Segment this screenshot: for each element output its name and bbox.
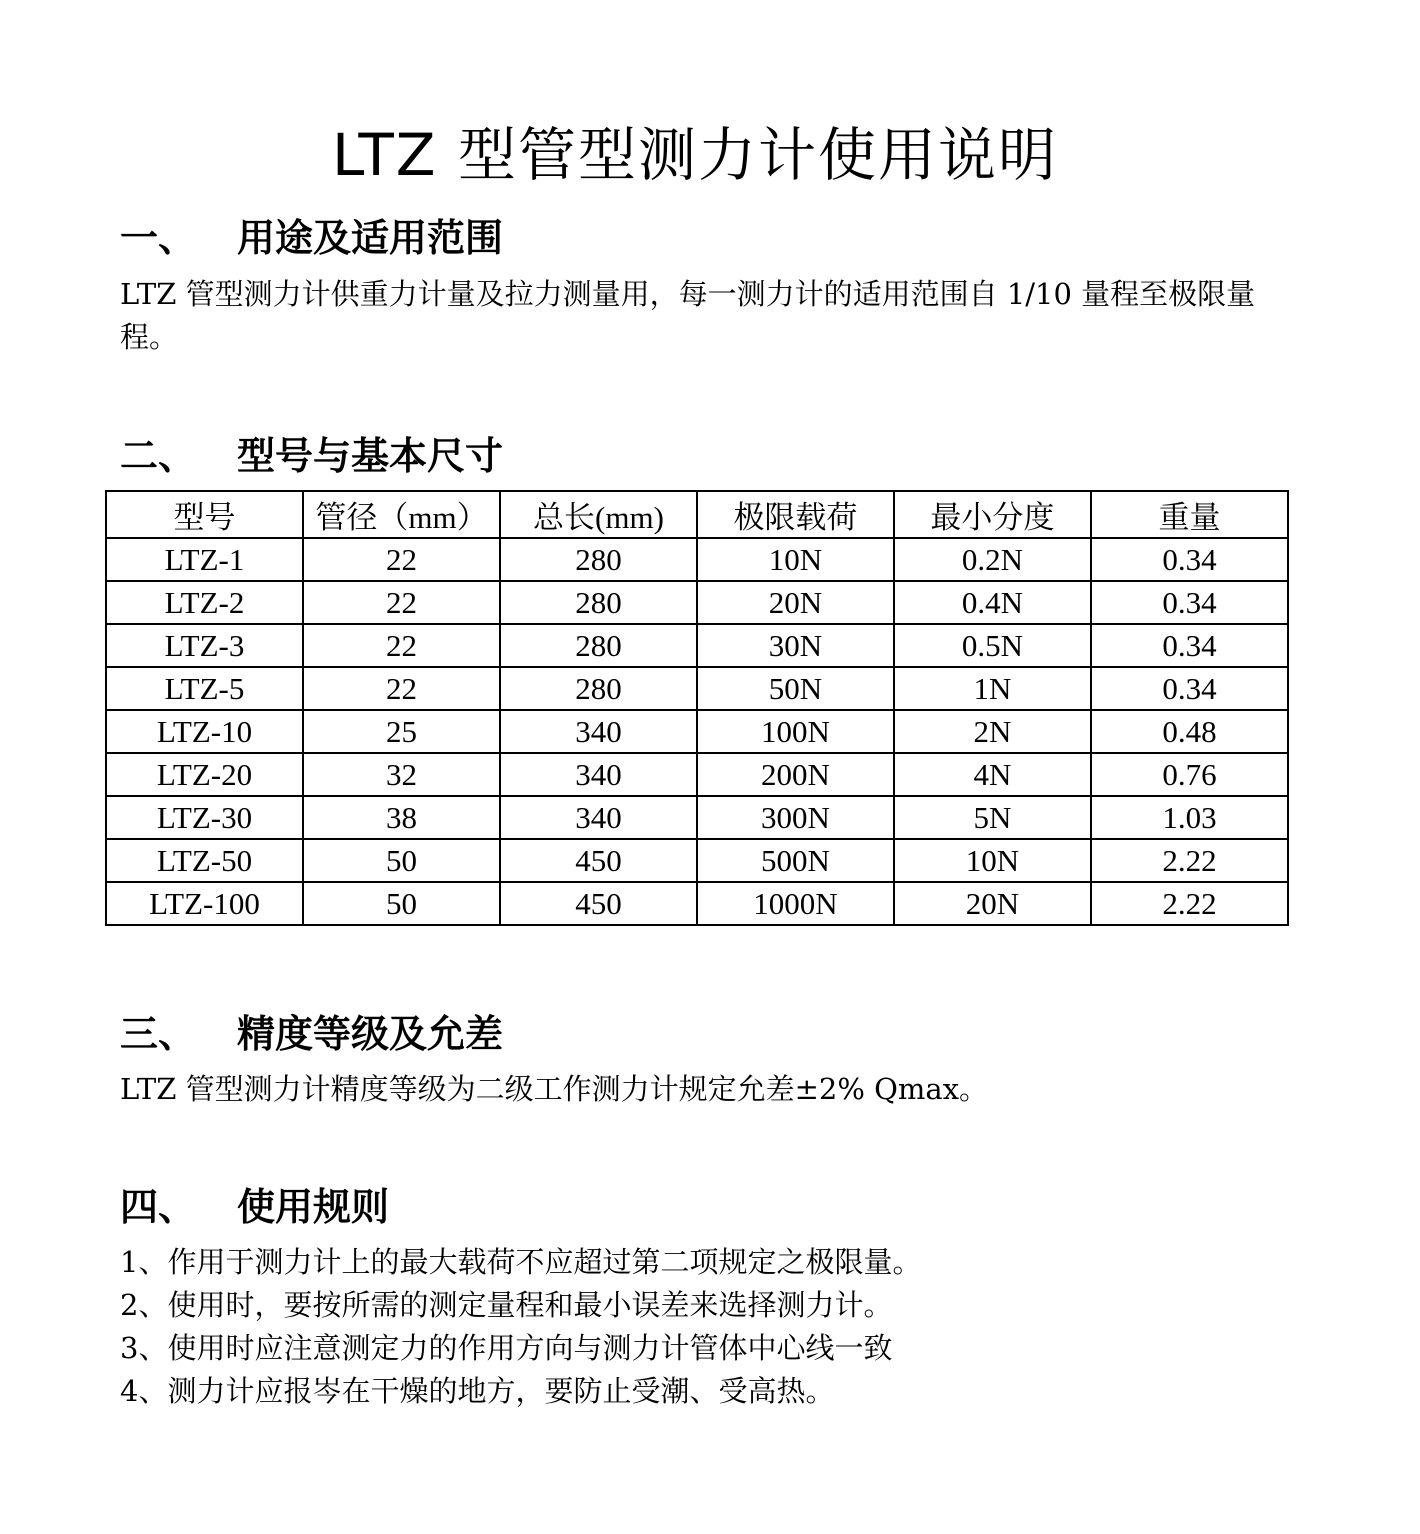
table-header-row (106, 491, 1288, 538)
table-row (106, 839, 1288, 882)
table-cell: 280 (500, 581, 697, 624)
table-cell: 340 (500, 796, 697, 839)
table-cell: 280 (500, 538, 697, 581)
table-cell: 2.22 (1091, 839, 1288, 882)
table-cell: 340 (500, 710, 697, 753)
section-title: 精度等级及允差 (237, 1012, 504, 1056)
table-cell: 25 (303, 710, 500, 753)
table-cell: 340 (500, 753, 697, 796)
table-cell: 22 (303, 667, 500, 710)
table-row (106, 882, 1288, 925)
section-number: 三、 (120, 1012, 197, 1056)
section-number: 一、 (120, 216, 197, 260)
section-number: 二、 (120, 434, 197, 478)
section-heading-4 (120, 1176, 389, 1231)
table-cell: 10N (697, 538, 894, 581)
table-cell: 450 (500, 839, 697, 882)
column-header: 管径（mm） (303, 491, 500, 538)
column-header: 重量 (1091, 491, 1288, 538)
table-cell: 5N (894, 796, 1091, 839)
table-cell: 500N (697, 839, 894, 882)
table-row (106, 538, 1288, 581)
table-cell: LTZ-3 (106, 624, 303, 667)
table-cell: 0.34 (1091, 538, 1288, 581)
table-cell: 0.5N (894, 624, 1091, 667)
table-cell: 2.22 (1091, 882, 1288, 925)
section-title: 用途及适用范围 (237, 216, 504, 260)
table-cell: 0.48 (1091, 710, 1288, 753)
table-cell: 0.2N (894, 538, 1091, 581)
table-cell: 22 (303, 624, 500, 667)
list-item: 1、作用于测力计上的最大载荷不应超过第二项规定之极限量。 (120, 1245, 922, 1279)
table-cell: LTZ-1 (106, 538, 303, 581)
table-cell: 450 (500, 882, 697, 925)
table-cell: LTZ-10 (106, 710, 303, 753)
column-header: 极限载荷 (697, 491, 894, 538)
table-cell: 50 (303, 839, 500, 882)
section-title: 使用规则 (237, 1185, 390, 1229)
table-cell: 20N (697, 581, 894, 624)
table-cell: 50N (697, 667, 894, 710)
column-header: 最小分度 (894, 491, 1091, 538)
table-cell: 0.4N (894, 581, 1091, 624)
table-cell: LTZ-100 (106, 882, 303, 925)
column-header: 型号 (106, 491, 303, 538)
table-cell: 2N (894, 710, 1091, 753)
section-title: 型号与基本尺寸 (237, 434, 504, 478)
table-cell: 300N (697, 796, 894, 839)
table-row (106, 667, 1288, 710)
table-row (106, 710, 1288, 753)
list-item: 3、使用时应注意测定力的作用方向与测力计管体中心线一致 (120, 1331, 893, 1365)
table-cell: LTZ-20 (106, 753, 303, 796)
table-cell: 100N (697, 710, 894, 753)
section-3-text: LTZ 管型测力计精度等级为二级工作测力计规定允差±2% Qmax。 (120, 1072, 989, 1106)
section-1-text: LTZ 管型测力计供重力计量及拉力测量用，每一测力计的适用范围自 1/10 量程至极限量程。 (120, 277, 1256, 354)
table-row (106, 624, 1288, 667)
table-cell: 280 (500, 624, 697, 667)
table-cell: 32 (303, 753, 500, 796)
table-cell: LTZ-30 (106, 796, 303, 839)
table-cell: LTZ-5 (106, 667, 303, 710)
table-cell: 0.34 (1091, 581, 1288, 624)
table-cell: 22 (303, 538, 500, 581)
table-cell: 38 (303, 796, 500, 839)
table-cell: 20N (894, 882, 1091, 925)
table-cell: 0.34 (1091, 624, 1288, 667)
table-cell: 1N (894, 667, 1091, 710)
table-cell: 4N (894, 753, 1091, 796)
table-cell: 1000N (697, 882, 894, 925)
section-heading-1 (120, 207, 503, 262)
section-heading-3 (120, 1003, 503, 1058)
section-heading-2 (120, 425, 503, 480)
usage-rules-list (120, 1241, 1290, 1413)
table-row (106, 581, 1288, 624)
table-cell: 280 (500, 667, 697, 710)
section-number: 四、 (120, 1185, 197, 1229)
column-header: 总长(mm) (500, 491, 697, 538)
table-cell: 1.03 (1091, 796, 1288, 839)
table-cell: 50 (303, 882, 500, 925)
list-item: 4、测力计应报岑在干燥的地方，要防止受潮、受高热。 (120, 1374, 835, 1408)
page-title: LTZ 型管型测力计使用说明 (332, 121, 1058, 189)
table-row (106, 753, 1288, 796)
table-cell: LTZ-50 (106, 839, 303, 882)
table-cell: 10N (894, 839, 1091, 882)
table-cell: 30N (697, 624, 894, 667)
table-cell: LTZ-2 (106, 581, 303, 624)
spec-table (105, 490, 1289, 926)
list-item: 2、使用时，要按所需的测定量程和最小误差来选择测力计。 (120, 1288, 893, 1322)
table-cell: 22 (303, 581, 500, 624)
table-cell: 200N (697, 753, 894, 796)
table-row (106, 796, 1288, 839)
table-cell: 0.76 (1091, 753, 1288, 796)
table-cell: 0.34 (1091, 667, 1288, 710)
